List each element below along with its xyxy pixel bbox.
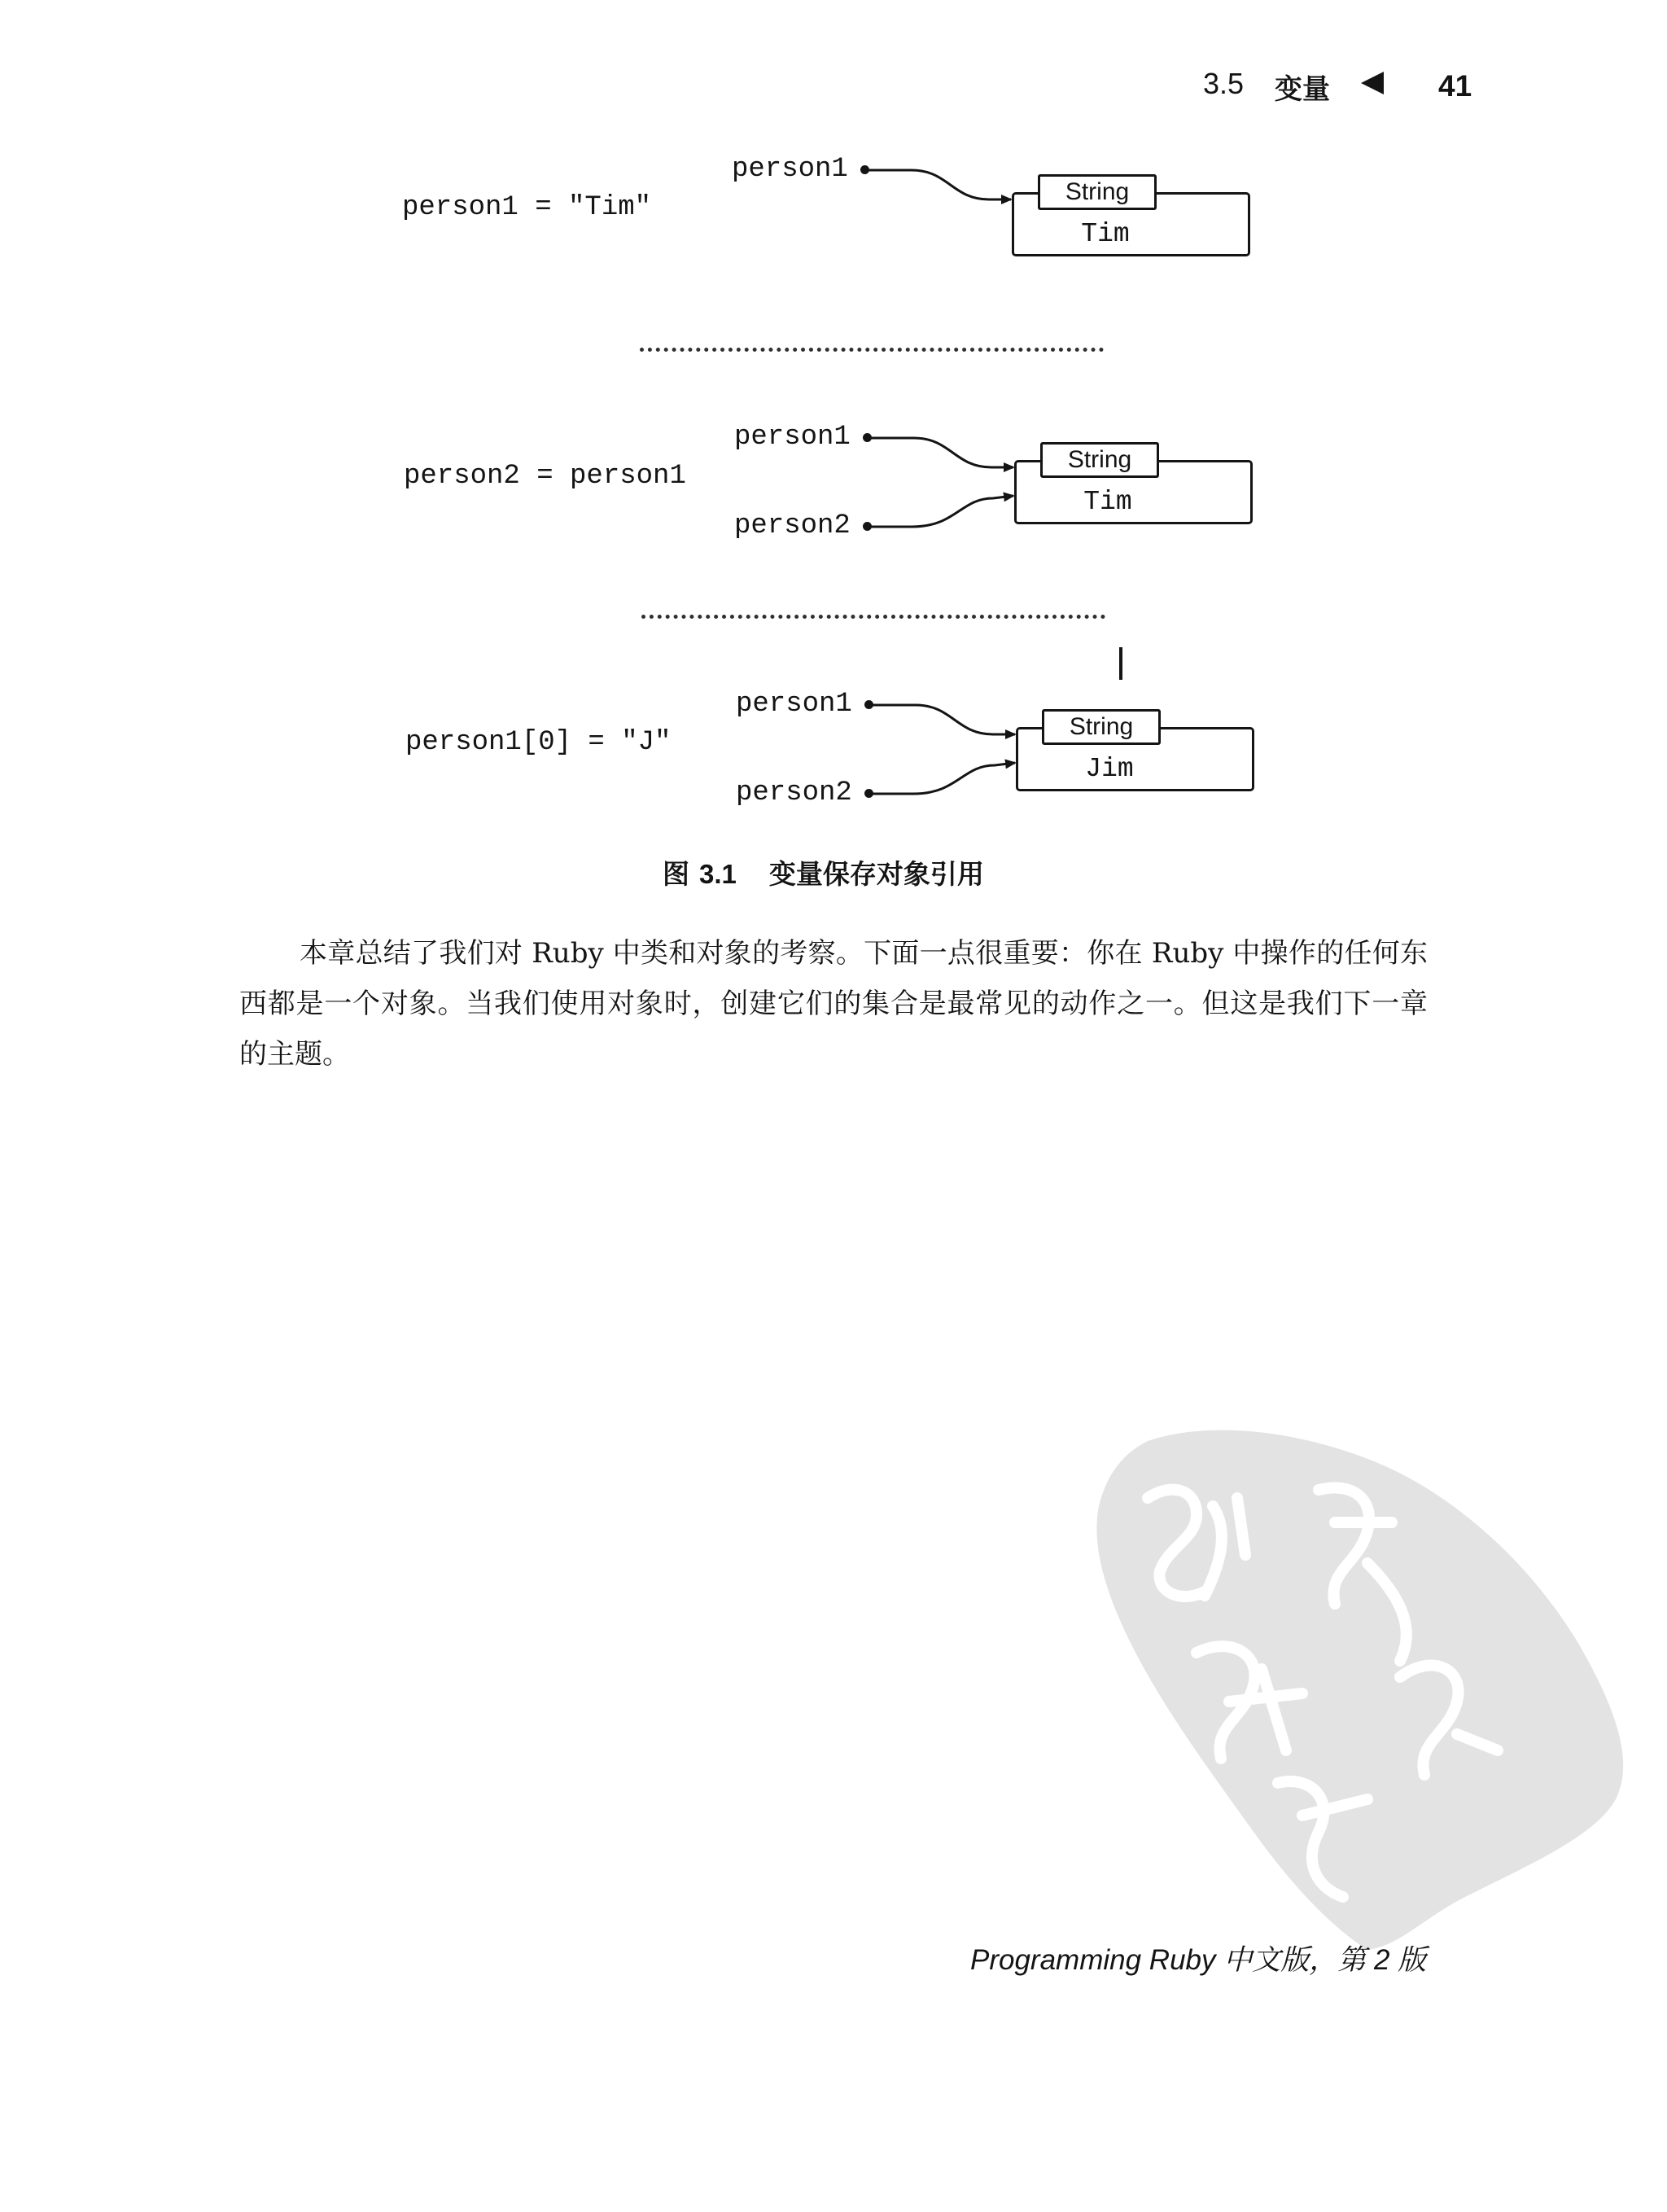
reference-dot [863, 433, 872, 442]
reference-arrow [869, 763, 1015, 794]
variable-label: person1 [732, 154, 848, 185]
library-seal-stamp [1074, 1408, 1628, 1962]
variable-label: person1 [736, 689, 852, 720]
code-statement: person1[0] = "J" [405, 727, 672, 758]
reference-arrow [868, 496, 1013, 527]
reference-dot [864, 700, 873, 709]
object-type-tag: String [1040, 442, 1159, 478]
page-number: 41 [1438, 69, 1472, 103]
figure-caption-text: 变量保存对象引用 [768, 859, 984, 889]
object-type-tag: String [1042, 709, 1161, 745]
code-statement: person2 = person1 [404, 461, 686, 492]
variable-label: person2 [736, 777, 852, 808]
figure-caption-label: 图 [663, 859, 689, 889]
figure [0, 0, 1667, 896]
code-statement: person1 = "Tim" [402, 192, 652, 223]
object-value: Tim [1081, 219, 1130, 249]
reference-arrow [869, 705, 1015, 734]
figure-caption [663, 853, 984, 891]
panel-divider [641, 615, 1105, 619]
body-paragraph: 本章总结了我们对 Ruby 中类和对象的考察。下面一点很重要：你在 Ruby 中操作的任何东西都是一个对象。当我们使用对象时，创建它们的集合是最常见的动作之一。但这是我们下一章的主题。 [239, 937, 1428, 1071]
object-type-tag: String [1038, 174, 1157, 210]
footer-book-title: Programming Ruby 中文版，第 2 版 [970, 1944, 1427, 1976]
reference-dot [863, 522, 872, 531]
object-value: Tim [1083, 487, 1132, 517]
figure-caption-number: 3.1 [699, 859, 737, 889]
reference-arrow [865, 170, 1011, 199]
seal-body [1096, 1430, 1623, 1950]
reference-dot [860, 165, 869, 174]
reference-arrow [868, 438, 1013, 467]
variable-label: person1 [734, 422, 851, 453]
header-section-number: 3.5 [1203, 67, 1245, 100]
variable-label: person2 [734, 510, 851, 541]
reference-dot [864, 789, 873, 798]
panel-divider [640, 348, 1104, 352]
object-value: Jim [1085, 754, 1134, 784]
header-section-title: 变量 [1275, 74, 1330, 105]
